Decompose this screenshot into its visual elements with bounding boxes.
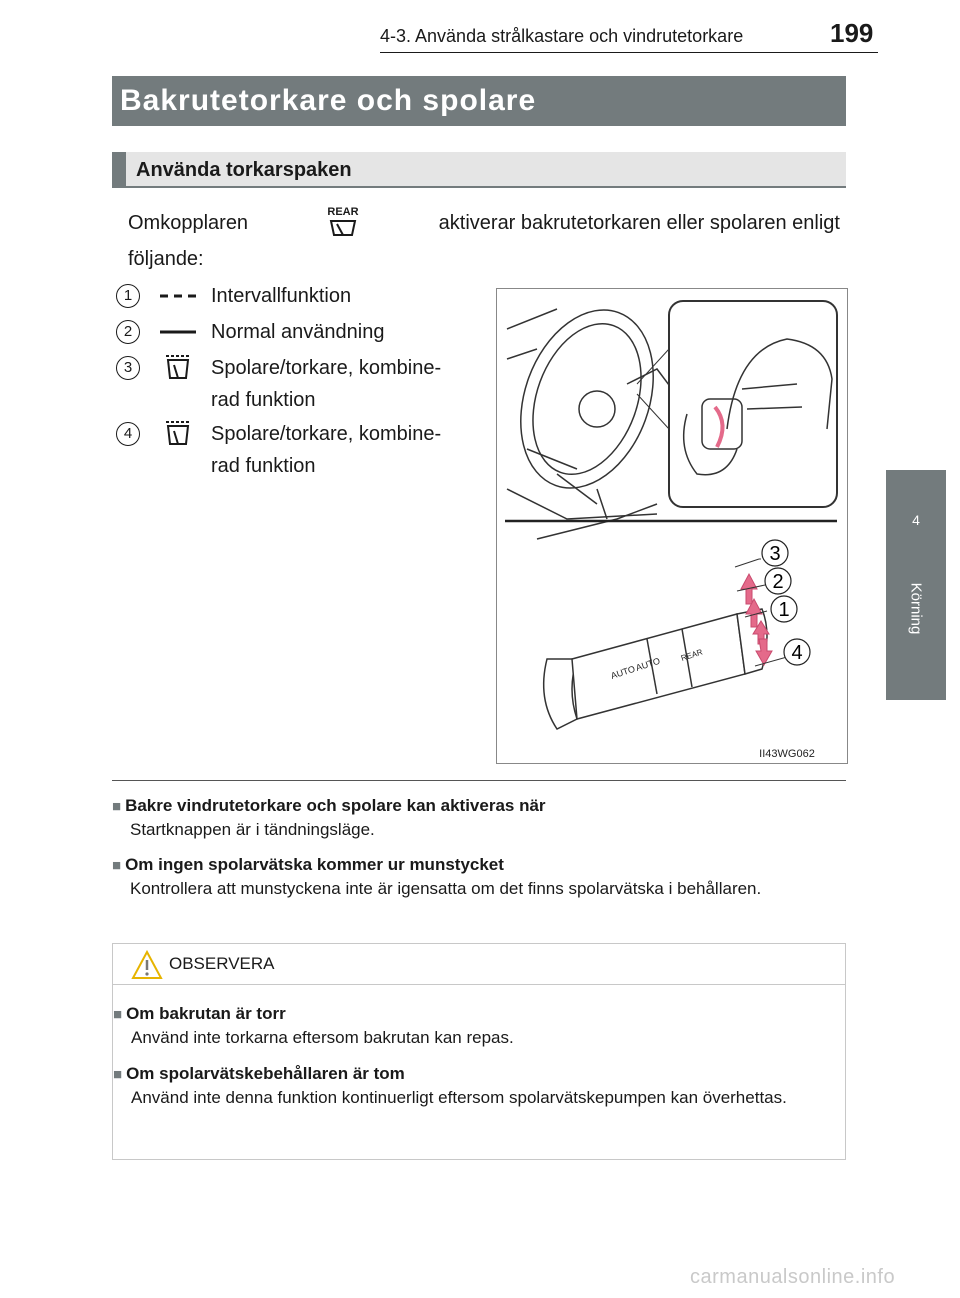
list-item xyxy=(116,280,476,312)
intro-paragraph xyxy=(128,205,840,277)
observera-label: OBSERVERA xyxy=(169,954,275,973)
item-text: Normal användning xyxy=(211,321,385,343)
intro-after-icon: aktiverar bakrutetorkaren eller spolaren enligt xyxy=(438,212,840,234)
item-number: 4 xyxy=(116,422,140,446)
section-header: 4-3. Använda strålkastare och vindrutetorkare xyxy=(380,26,744,46)
note xyxy=(112,794,846,841)
observera-header xyxy=(113,944,845,985)
observera-title: ■ Om bakrutan är torr xyxy=(113,1002,828,1026)
lever-sketch xyxy=(544,609,767,729)
list-item xyxy=(116,418,476,484)
chapter-number: 4 xyxy=(912,512,920,528)
warning-icon xyxy=(131,950,163,980)
observera-item xyxy=(113,1002,828,1049)
callout-3: 3 xyxy=(769,543,781,565)
separator xyxy=(112,780,846,781)
intro-before-icon: Omkopplaren xyxy=(128,212,249,234)
page-number: 199 xyxy=(830,18,874,48)
observera-box xyxy=(112,943,846,1160)
callout-2: 2 xyxy=(772,571,784,593)
note xyxy=(112,853,846,900)
item-text: Spolare/torkare, kombine- rad funktion xyxy=(211,423,442,477)
zoom-inset xyxy=(669,301,837,507)
observera-item xyxy=(113,1062,828,1109)
item-text: Spolare/torkare, kombine- rad funktion xyxy=(211,357,442,411)
note-title: ■ Bakre vindrutetorkare och spolare kan aktiveras när xyxy=(112,794,846,818)
washer-wiper-icon xyxy=(158,352,198,384)
rear-wiper-icon xyxy=(323,205,363,241)
lever-label-auto2: AUTO xyxy=(634,655,662,673)
lever-label-auto1: AUTO xyxy=(609,663,637,681)
page-title: Bakrutetorkare och spolare xyxy=(112,76,846,126)
section-subtitle: Använda torkarspaken xyxy=(112,152,846,188)
list-item xyxy=(116,352,476,418)
observera-body: Använd inte torkarna eftersom bakrutan kan repas. xyxy=(131,1028,514,1047)
solid-line-icon xyxy=(158,316,198,348)
callout-4: 4 xyxy=(791,642,803,664)
observera-title: ■ Om spolarvätskebehållaren är tom xyxy=(113,1062,828,1086)
rear-icon-label: REAR xyxy=(327,206,359,218)
note-title: ■ Om ingen spolarvätska kommer ur munstycket xyxy=(112,853,846,877)
wiper-lever-illustration xyxy=(496,288,848,764)
header-rule xyxy=(380,52,878,53)
illustration-code: II43WG062 xyxy=(759,748,815,760)
observera-body: Använd inte denna funktion kontinuerligt eftersom spolarvätskepumpen kan överhettas. xyxy=(131,1088,787,1107)
item-number: 2 xyxy=(116,320,140,344)
dashed-line-icon xyxy=(158,280,198,312)
lever-label-rear: REAR xyxy=(679,647,704,663)
note-body: Kontrollera att munstyckena inte är igensatta om det finns spolarvätska i behållaren. xyxy=(130,879,762,898)
item-number: 3 xyxy=(116,356,140,380)
note-body: Startknappen är i tändningsläge. xyxy=(130,820,375,839)
washer-wiper-icon xyxy=(158,418,198,450)
item-number: 1 xyxy=(116,284,140,308)
watermark: carmanualsonline.info xyxy=(690,1266,896,1288)
dashboard-sketch xyxy=(497,291,676,539)
chapter-label: Körning xyxy=(907,582,925,635)
callout-1: 1 xyxy=(778,599,790,621)
item-text: Intervallfunktion xyxy=(211,285,352,307)
intro-line2: följande: xyxy=(128,248,204,270)
list-item xyxy=(116,316,476,348)
